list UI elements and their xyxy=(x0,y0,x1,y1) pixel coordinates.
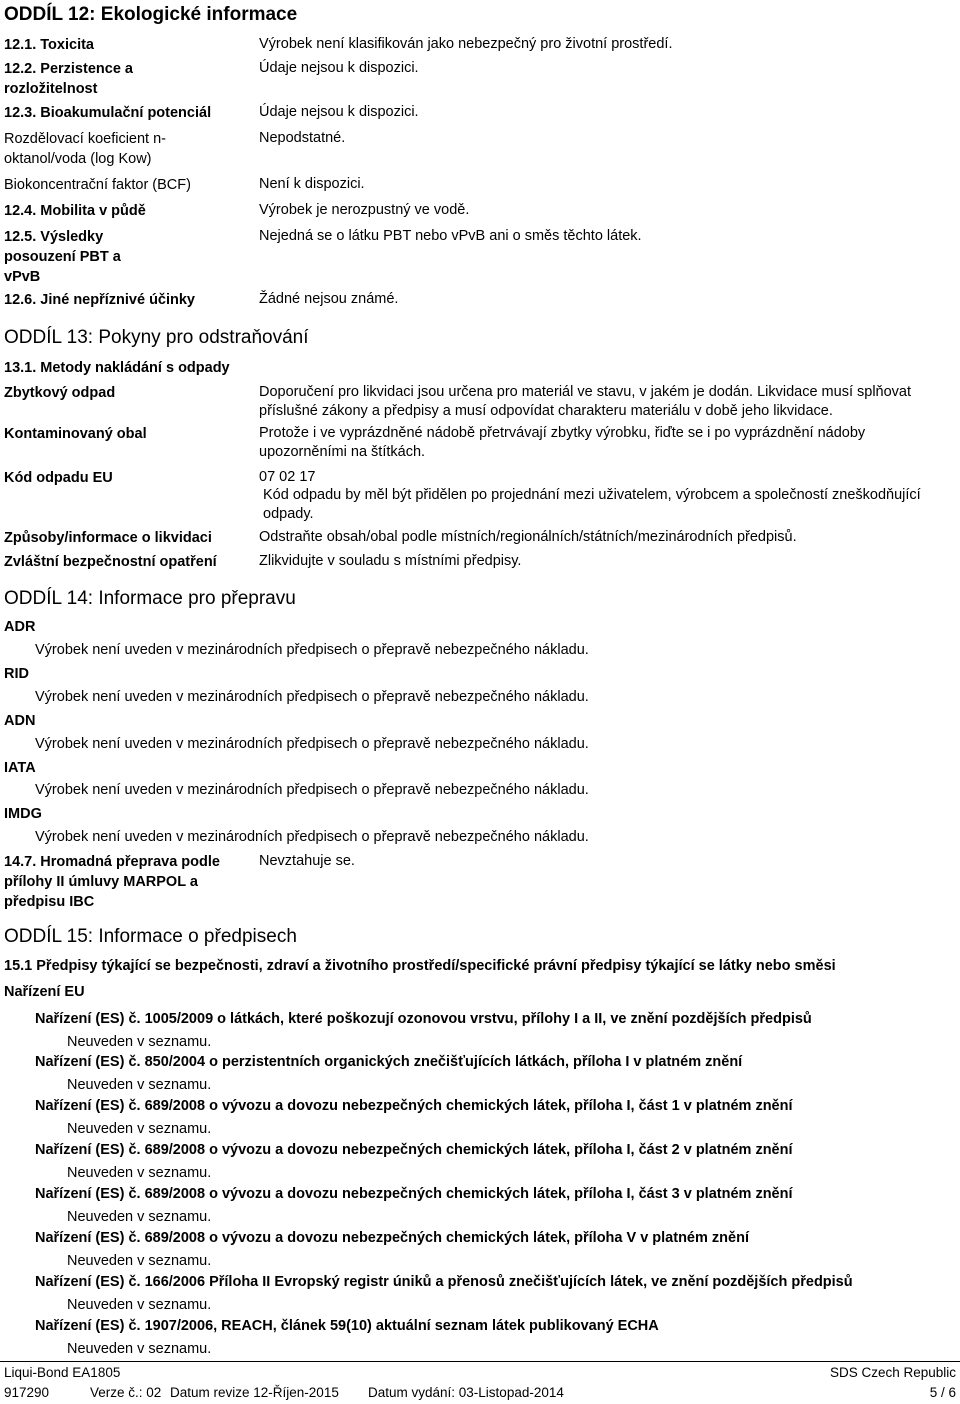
subsection-15-1-title: 15.1 Předpisy týkající se bezpečnosti, zdraví a životního prostředí/specifické právní předpisy týkající se látky nebo směsi xyxy=(4,958,836,974)
value-bcf: Není k dispozici. xyxy=(259,176,365,192)
value-log-kow: Nepodstatné. xyxy=(259,130,346,146)
regulation-status: Neuveden v seznamu. xyxy=(67,1034,212,1050)
regulation-status: Neuveden v seznamu. xyxy=(67,1077,212,1093)
regulation-title: Nařízení (ES) č. 689/2008 o vývozu a dovozu nebezpečných chemických látek, příloha V v platném znění xyxy=(35,1230,749,1246)
label-special-precautions: Zvláštní bezpečnostní opatření xyxy=(4,554,217,570)
footer-version: Verze č.: 02 xyxy=(90,1385,162,1400)
regulation-title: Nařízení (ES) č. 1005/2009 o látkách, které poškozují ozonovou vrstvu, přílohy I a II, ve znění pozdějších předpisů xyxy=(35,1011,812,1027)
regulation-status: Neuveden v seznamu. xyxy=(67,1121,212,1137)
footer-page-number: 5 / 6 xyxy=(929,1385,956,1400)
value-toxicity: Výrobek není klasifikován jako nebezpečný pro životní prostředí. xyxy=(259,36,673,52)
value-residual-waste: Doporučení pro likvidaci jsou určena pro materiál ve stavu, v jakém je dodán. Likvidace musí splňovat příslušné zákony a předpisy a musí odpovídat charakteru materiálu v době jeho likvidace. xyxy=(259,384,912,419)
transport-label-adr: ADR xyxy=(4,619,36,635)
value-other-effects: Žádné nejsou známé. xyxy=(259,291,399,307)
transport-value-imdg: Výrobek není uveden v mezinárodních předpisech o přepravě nebezpečného nákladu. xyxy=(35,829,589,845)
value-pbt: Nejedná se o látku PBT nebo vPvB ani o směs těchto látek. xyxy=(259,228,642,244)
footer-revision-date: Datum revize 12-Říjen-2015 xyxy=(170,1385,339,1400)
transport-label-rid: RID xyxy=(4,666,29,682)
regulation-title: Nařízení (ES) č. 689/2008 o vývozu a dovozu nebezpečných chemických látek, příloha I, část 3 v platném znění xyxy=(35,1186,793,1202)
note-eu-waste-code: Kód odpadu by měl být přidělen po projednání mezi uživatelem, výrobcem a společností zneškodňující odpady. xyxy=(263,487,921,522)
footer-sds-region: SDS Czech Republic xyxy=(829,1365,956,1380)
label-marpol: 14.7. Hromadná přeprava podle přílohy II úmluvy MARPOL a předpisu IBC xyxy=(4,854,220,910)
label-residual-waste: Zbytkový odpad xyxy=(4,385,116,401)
value-persistence: Údaje nejsou k dispozici. xyxy=(259,60,419,76)
regulation-title: Nařízení (ES) č. 166/2006 Příloha II Evropský registr úniků a přenosů znečišťujících látek, ve znění pozdějších předpisů xyxy=(35,1274,853,1290)
section-15-title: ODDÍL 15: Informace o předpisech xyxy=(4,926,297,947)
footer-issue-date: Datum vydání: 03-Listopad-2014 xyxy=(368,1385,564,1400)
label-persistence: 12.2. Perzistence a rozložitelnost xyxy=(4,61,133,97)
transport-value-iata: Výrobek není uveden v mezinárodních předpisech o přepravě nebezpečného nákladu. xyxy=(35,782,589,798)
section-13-title: ODDÍL 13: Pokyny pro odstraňování xyxy=(4,327,309,348)
section-14-title: ODDÍL 14: Informace pro přepravu xyxy=(4,588,296,609)
regulation-status: Neuveden v seznamu. xyxy=(67,1253,212,1269)
footer-divider xyxy=(0,1361,960,1362)
transport-label-adn: ADN xyxy=(4,713,36,729)
value-disposal-methods: Odstraňte obsah/obal podle místních/regionálních/státních/mezinárodních předpisů. xyxy=(259,529,797,545)
regulation-status: Neuveden v seznamu. xyxy=(67,1165,212,1181)
transport-label-imdg: IMDG xyxy=(4,806,42,822)
regulation-status: Neuveden v seznamu. xyxy=(67,1209,212,1225)
regulation-status: Neuveden v seznamu. xyxy=(67,1297,212,1313)
value-mobility: Výrobek je nerozpustný ve vodě. xyxy=(259,202,470,218)
label-bcf: Biokoncentrační faktor (BCF) xyxy=(4,177,191,193)
label-log-kow: Rozdělovací koeficient n-oktanol/voda (log Kow) xyxy=(4,131,166,167)
label-other-effects: 12.6. Jiné nepříznivé účinky xyxy=(4,292,195,308)
footer-product-code: 917290 xyxy=(4,1385,50,1400)
label-disposal-methods: Způsoby/informace o likvidaci xyxy=(4,530,212,546)
section-12-title: ODDÍL 12: Ekologické informace xyxy=(4,4,298,25)
transport-value-adn: Výrobek není uveden v mezinárodních předpisech o přepravě nebezpečného nákladu. xyxy=(35,736,589,752)
regulations-group-eu: Nařízení EU xyxy=(4,984,85,1000)
value-eu-waste-code: 07 02 17 xyxy=(259,469,316,485)
label-eu-waste-code: Kód odpadu EU xyxy=(4,470,113,486)
regulation-title: Nařízení (ES) č. 689/2008 o vývozu a dovozu nebezpečných chemických látek, příloha I, část 2 v platném znění xyxy=(35,1142,793,1158)
transport-value-rid: Výrobek není uveden v mezinárodních předpisech o přepravě nebezpečného nákladu. xyxy=(35,689,589,705)
regulation-title: Nařízení (ES) č. 1907/2006, REACH, článek 59(10) aktuální seznam látek publikovaný ECHA xyxy=(35,1318,659,1334)
label-mobility: 12.4. Mobilita v půdě xyxy=(4,203,146,219)
value-contaminated-packaging: Protože i ve vyprázdněné nádobě přetrvávají zbytky výrobku, řiďte se i po vyprázdnění nádoby upozorněními na štítkách. xyxy=(259,425,866,460)
value-marpol: Nevztahuje se. xyxy=(259,853,355,869)
regulation-title: Nařízení (ES) č. 850/2004 o perzistentních organických znečišťujících látkách, příloha I v platném znění xyxy=(35,1054,743,1070)
transport-value-adr: Výrobek není uveden v mezinárodních předpisech o přepravě nebezpečného nákladu. xyxy=(35,642,589,658)
footer-product-name: Liqui-Bond EA1805 xyxy=(4,1365,121,1380)
label-bioaccumulation: 12.3. Bioakumulační potenciál xyxy=(4,105,212,121)
regulation-status: Neuveden v seznamu. xyxy=(67,1341,212,1357)
transport-label-iata: IATA xyxy=(4,760,36,776)
label-toxicity: 12.1. Toxicita xyxy=(4,37,94,53)
subsection-13-1-title: 13.1. Metody nakládání s odpady xyxy=(4,360,230,376)
regulation-title: Nařízení (ES) č. 689/2008 o vývozu a dovozu nebezpečných chemických látek, příloha I, část 1 v platném znění xyxy=(35,1098,793,1114)
value-bioaccumulation: Údaje nejsou k dispozici. xyxy=(259,104,419,120)
label-contaminated-packaging: Kontaminovaný obal xyxy=(4,426,147,442)
value-special-precautions: Zlikvidujte v souladu s místními předpisy. xyxy=(259,553,522,569)
label-pbt: 12.5. Výsledky posouzení PBT a vPvB xyxy=(4,229,121,285)
